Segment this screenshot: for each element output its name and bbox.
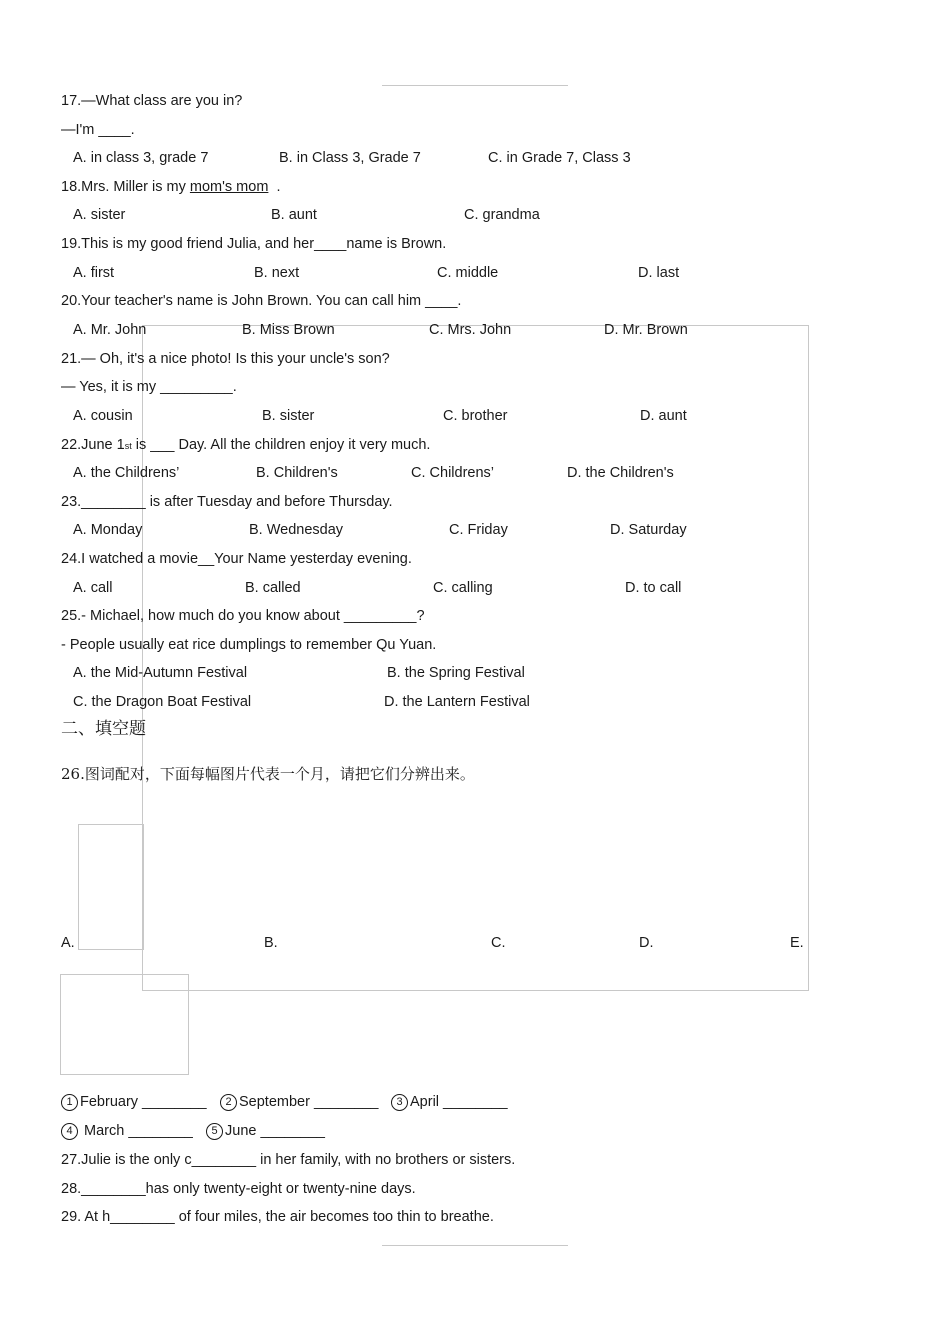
option-c: C. brother [443, 408, 508, 424]
option-a: A. call [73, 580, 113, 596]
question-stem: —I'm ____. [61, 122, 135, 138]
option-a: A. first [73, 265, 115, 281]
option-a: A. Mr. John [73, 322, 147, 338]
option-a: A. sister [73, 207, 126, 223]
circled-number: 2 [220, 1094, 237, 1111]
option-b: B. Children's [256, 465, 338, 481]
question-stem [61, 178, 281, 196]
question-stem: 24.I watched a movie__Your Name yesterday evening. [61, 551, 412, 567]
circled-number: 3 [391, 1094, 408, 1111]
circled-number: 4 [61, 1123, 78, 1140]
option-d: D. Mr. Brown [604, 322, 688, 338]
footer-rule [382, 1245, 568, 1246]
section-heading: 二、填空题 [61, 719, 146, 739]
header-rule [382, 85, 568, 86]
question-stem: - People usually eat rice dumplings to remember Qu Yuan. [61, 637, 437, 653]
option-b: B. called [245, 580, 301, 596]
option-c: C. middle [437, 265, 499, 281]
option-d: D. to call [625, 580, 682, 596]
option-c: C. calling [433, 580, 493, 596]
question-stem: 17.—What class are you in? [61, 93, 243, 109]
picture-label-c: C. [491, 935, 506, 951]
match-text: April ________ [410, 1094, 508, 1110]
match-item [206, 1122, 325, 1140]
option-a: A. Monday [73, 522, 143, 538]
match-text: June ________ [225, 1123, 325, 1139]
picture-label-d: D. [639, 935, 654, 951]
question-stem: 20.Your teacher's name is John Brown. You can call him ____. [61, 293, 462, 309]
picture-label-b: B. [264, 935, 278, 951]
option-c: C. Friday [449, 522, 508, 538]
option-d: D. last [638, 265, 680, 281]
question-stem: 26.图词配对，下面每幅图片代表一个月，请把它们分辨出来。 [61, 765, 475, 783]
ordinal-suffix: st [124, 441, 132, 451]
option-b: B. the Spring Festival [387, 665, 525, 681]
option-d: D. aunt [640, 408, 687, 424]
option-a: A. the Mid-Autumn Festival [73, 665, 248, 681]
match-item [391, 1093, 508, 1111]
option-b: B. Wednesday [249, 522, 344, 538]
question-stem: 23.________ is after Tuesday and before Thursday. [61, 494, 393, 510]
stem-text: is ___ Day. All the children enjoy it very much. [131, 437, 431, 453]
match-text: September ________ [239, 1094, 379, 1110]
circled-number: 1 [61, 1094, 78, 1111]
question-stem: 29. At h________ of four miles, the air becomes too thin to breathe. [61, 1209, 494, 1225]
image-placeholder-frame [78, 824, 144, 950]
option-a: A. in class 3, grade 7 [73, 150, 209, 166]
option-c: C. grandma [464, 207, 540, 223]
match-text: February ________ [80, 1094, 207, 1110]
match-item [61, 1093, 207, 1111]
stem-text: . [268, 179, 281, 195]
option-c: C. Childrens’ [411, 465, 494, 481]
match-item [61, 1122, 193, 1140]
question-stem [61, 436, 430, 455]
picture-label-e: E. [790, 935, 804, 951]
question-stem: 28.________has only twenty-eight or twenty-nine days. [61, 1181, 416, 1197]
match-item [220, 1093, 378, 1111]
underlined-phrase: mom's mom [189, 179, 269, 195]
question-stem: — Yes, it is my _________. [61, 379, 237, 395]
circled-number: 5 [206, 1123, 223, 1140]
option-d: D. the Children's [567, 465, 674, 481]
question-stem: 21.— Oh, it's a nice photo! Is this your uncle's son? [61, 351, 390, 367]
stem-text: 18.Mrs. Miller is my [61, 179, 190, 195]
picture-label-a: A. [61, 935, 75, 951]
image-placeholder-frame [60, 974, 189, 1075]
stem-text: 22.June 1 [61, 437, 125, 453]
option-c: C. the Dragon Boat Festival [73, 694, 252, 710]
option-a: A. cousin [73, 408, 133, 424]
option-b: B. aunt [271, 207, 317, 223]
question-stem: 19.This is my good friend Julia, and her____name is Brown. [61, 236, 447, 252]
question-stem: 25.- Michael, how much do you know about _________? [61, 608, 425, 624]
option-b: B. in Class 3, Grade 7 [279, 150, 421, 166]
option-d: D. Saturday [610, 522, 687, 538]
option-c: C. in Grade 7, Class 3 [488, 150, 631, 166]
option-a: A. the Childrens’ [73, 465, 180, 481]
option-b: B. sister [262, 408, 315, 424]
question-stem: 27.Julie is the only c________ in her family, with no brothers or sisters. [61, 1152, 516, 1168]
option-d: D. the Lantern Festival [384, 694, 530, 710]
option-b: B. Miss Brown [242, 322, 335, 338]
option-c: C. Mrs. John [429, 322, 512, 338]
match-text: March ________ [80, 1123, 193, 1139]
option-b: B. next [254, 265, 300, 281]
